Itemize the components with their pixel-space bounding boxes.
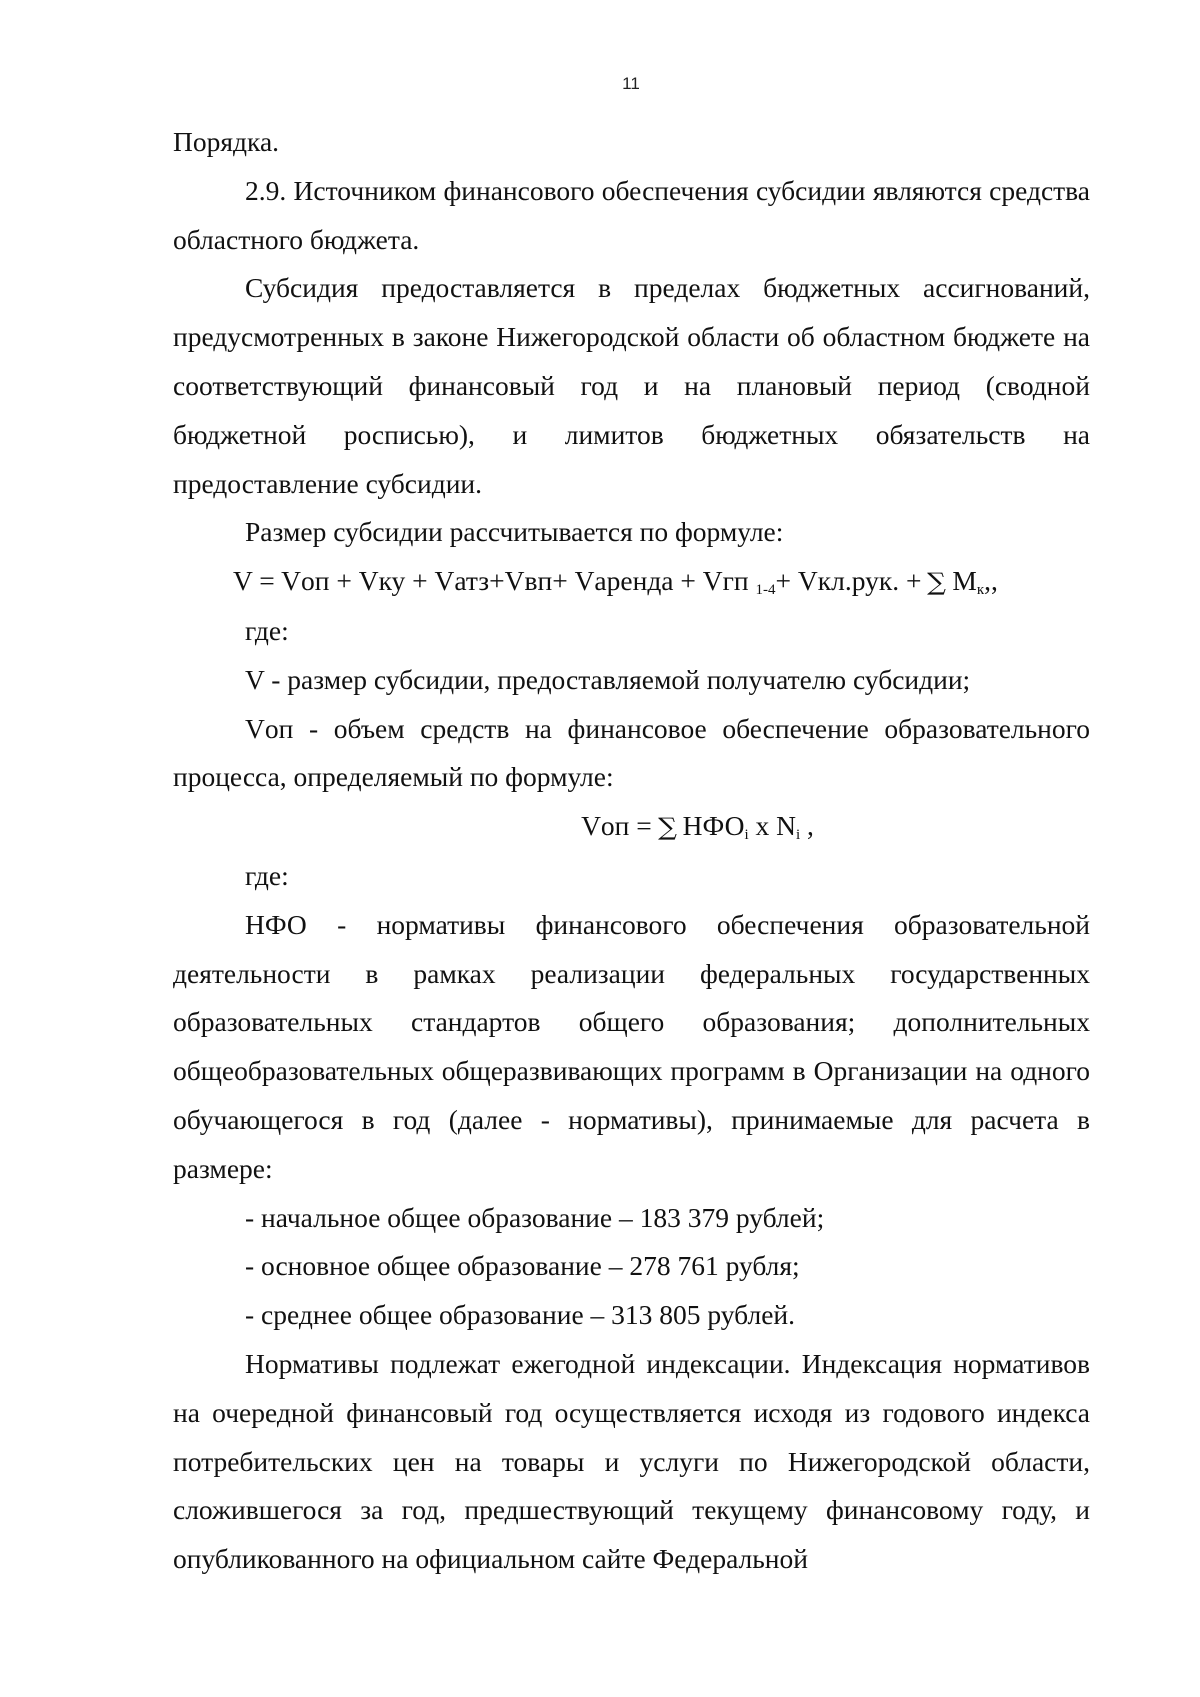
formula-subsidy-total: V = Vоп + Vку + Vатз+Vвп+ Vаренда + Vгп $_{1-4}$+ Vкл.рук. + ∑ $М_к$,, [173, 557, 1090, 607]
paragraph-def-nfo: НФО - нормативы финансового обеспечения образовательной деятельности в рамках реализации федеральных государственных образовательных стандартов общего образования; дополнительных общеобразовательных общеразвивающих программ в Организации на одного обучающегося в год (далее - нормативы), принимаемые для расчета в размере: [173, 908, 1090, 1184]
list-item-basic-education: - основное общее образование – 278 761 рубля; [245, 1250, 800, 1282]
paragraph-where-2: где: [245, 859, 289, 891]
paragraph-continuation: Порядка. [173, 126, 280, 157]
sigma-symbol: ∑ [657, 813, 677, 842]
paragraph-subsidy-limits: Субсидия предоставляется в пределах бюджетных ассигнований, предусмотренных в законе Нижегородской области об областном бюджете на соответствующий финансовый год и на плановый период (сводной бюджетной росписью), и лимитов бюджетных обязательств на предоставление субсидии. [173, 272, 1090, 499]
list-item-secondary-education: - среднее общее образование – 313 805 рублей. [245, 1299, 795, 1331]
paragraph-where-1: где: [245, 614, 289, 646]
paragraph-indexation: Нормативы подлежат ежегодной индексации. Индексация нормативов на очередной финансовый год осуществляется исходя из годового индекса потребительских цен на товары и услуги по Нижегородской области, сложившегося за год, предшествующий текущему финансовому году, и опубликованного на официальном сайте Федеральной [173, 1347, 1090, 1575]
page-number: 11 [622, 74, 640, 93]
paragraph-def-v: V - размер субсидии, предоставляемой получателю субсидии; [245, 663, 971, 695]
paragraph-formula-intro: Размер субсидии рассчитывается по формуле: [245, 516, 784, 548]
document-body [173, 118, 1090, 1584]
paragraph-2-9: 2.9. Источником финансового обеспечения субсидии являются средства областного бюджета. [173, 174, 1090, 255]
sigma-symbol: ∑ [927, 568, 947, 597]
paragraph-def-vop: Vоп - объем средств на финансовое обеспечение образовательного процесса, определяемый по формуле: [173, 712, 1090, 793]
list-item-primary-education: - начальное общее образование – 183 379 рублей; [245, 1201, 825, 1233]
formula-vop: Vоп = ∑ $НФО_i$ х $N_i$ , [173, 802, 1090, 852]
